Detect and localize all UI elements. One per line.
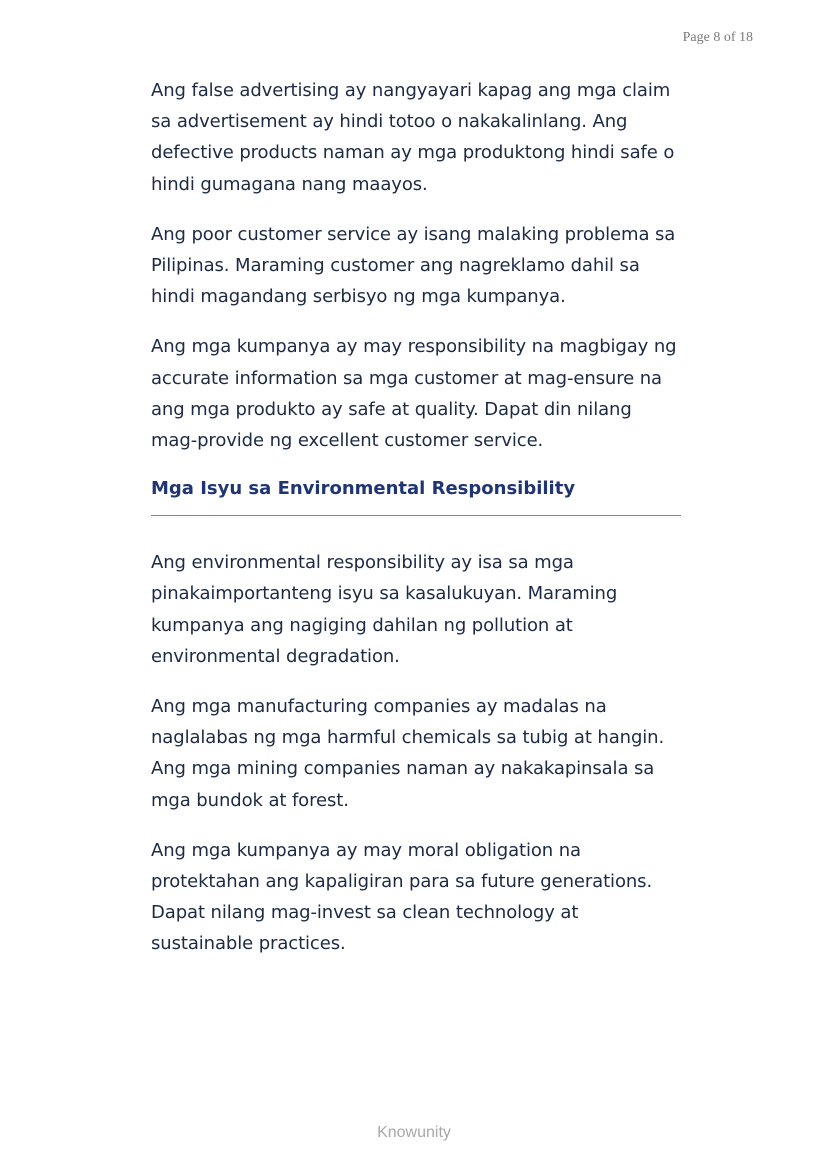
paragraph: Ang mga kumpanya ay may moral obligation na protektahan ang kapaligiran para sa future generations. Dapat nilang mag-invest sa clean technology at sustainable practices.	[151, 839, 653, 955]
section-heading: Mga Isyu sa Environmental Responsibility	[151, 475, 681, 516]
paragraph: Ang false advertising ay nangyayari kapag ang mga claim sa advertisement ay hindi totoo o nakakalinlang. Ang defective products naman ay mga produktong hindi safe o hindi gumagana nang maayos.	[151, 80, 675, 195]
footer-brand: Knowunity	[377, 1124, 451, 1141]
document-body	[151, 75, 681, 979]
paragraph: Ang environmental responsibility ay isa sa mga pinakaimportanteng isyu sa kasalukuyan. Maraming kumpanya ang nagiging dahilan ng pollution at environmental degradation.	[151, 552, 618, 667]
section-consumer-issues	[151, 75, 681, 456]
section-environmental-responsibility	[151, 547, 681, 959]
paragraph: Ang mga manufacturing companies ay madalas na naglalabas ng mga harmful chemicals sa tubig at hangin. Ang mga mining companies naman ay nakakapinsala sa mga bundok at forest.	[151, 696, 665, 811]
page-number: Page 8 of 18	[682, 30, 753, 45]
paragraph: Ang mga kumpanya ay may responsibility na magbigay ng accurate information sa mga customer at mag-ensure na ang mga produkto ay safe at quality. Dapat din nilang mag-provide ng excellent customer service.	[151, 336, 677, 452]
paragraph: Ang poor customer service ay isang malaking problema sa Pilipinas. Maraming customer ang nagreklamo dahil sa hindi magandang serbisyo ng mga kumpanya.	[151, 223, 676, 308]
